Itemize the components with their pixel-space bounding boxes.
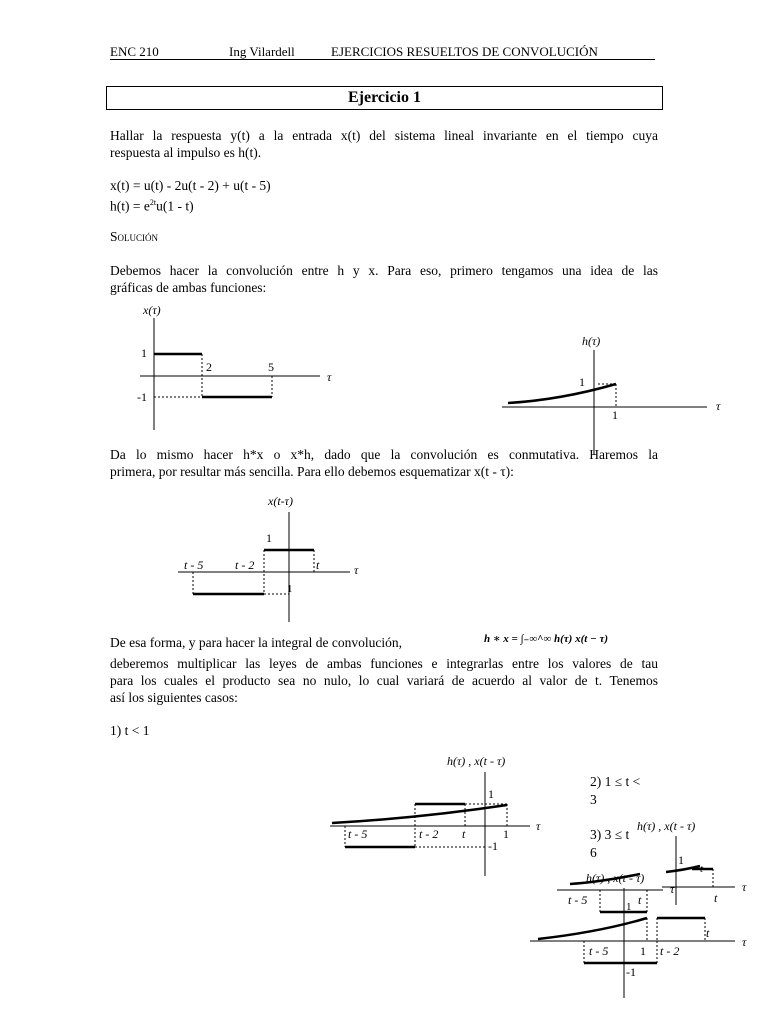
- graph-c4-tick-t-5: t - 5: [589, 944, 609, 958]
- case-2-label-cont: 3: [590, 792, 597, 807]
- graph-h-ylabel: h(τ): [582, 334, 601, 348]
- statement-line2: respuesta al impulso es h(t).: [110, 145, 262, 160]
- graph-c2-xlabel: τ: [670, 882, 675, 896]
- graph-xt-tick-t: t: [316, 558, 320, 572]
- graph-c3-tick-1: 1: [678, 853, 684, 867]
- graph-xt-xlabel: τ: [354, 563, 359, 577]
- graph-c1-xlabel: τ: [536, 819, 541, 833]
- graph-xt-tick-t-2: t - 2: [235, 558, 255, 572]
- graph-xt-tick-1: 1: [266, 531, 272, 545]
- statement-line1: Hallar la respuesta y(t) a la entrada x(t) del sistema lineal invariante en el tiempo cuya: [110, 128, 658, 143]
- graph-c1-tick-one: 1: [503, 827, 509, 841]
- header-author: Ing Vilardell: [229, 44, 295, 59]
- para2-line2: primera, por resultar más sencilla. Para ello debemos esquematizar x(t - τ):: [110, 464, 514, 479]
- graph-h-tick-1x: 1: [612, 408, 618, 422]
- graph-c3-tick-t2: t: [700, 863, 704, 875]
- equation-x: x(t) = u(t) - 2u(t - 2) + u(t - 5): [110, 178, 271, 193]
- graph-x-tick-2: 2: [206, 360, 212, 374]
- graph-xt-tick-t-5: t - 5: [184, 558, 204, 572]
- equation-h: $h(t) = e^{2t}u(1 - t)$: [110, 198, 194, 214]
- graph-c4-xlabel: τ: [742, 935, 747, 949]
- graph-c2-tick-t-5: t - 5: [568, 893, 588, 907]
- header-course: ENC 210: [110, 44, 159, 59]
- case-3-label: 3) 3 ≤ t: [590, 827, 630, 842]
- graph-c2-ylabel: h(τ) , x(t - τ): [586, 871, 645, 885]
- graph-c2-tick-1: 1: [626, 901, 632, 913]
- graph-c3-tick-t: t: [714, 891, 718, 905]
- graph-c2-tick-t: t: [638, 893, 642, 907]
- graph-x-tick-1: 1: [141, 346, 147, 360]
- graph-c3-xlabel: τ: [742, 880, 747, 894]
- graph-c1-tick-t-2: t - 2: [419, 827, 439, 841]
- case-3-label-cont: 6: [590, 845, 597, 860]
- para1-line1: Debemos hacer la convolución entre h y x. Para eso, primero tengamos una idea de las: [110, 263, 658, 278]
- para1-line2: gráficas de ambas funciones:: [110, 280, 267, 295]
- graph-x-xlabel: τ: [327, 370, 332, 384]
- convolution-formula: h ∗ x = ∫₋∞^∞ h(τ) x(t − τ): [484, 633, 609, 645]
- graph-xt-ylabel: x(t-τ): [268, 494, 293, 508]
- graph-x-ylabel: x(τ): [143, 303, 161, 317]
- graph-c4-tick-one: 1: [640, 944, 646, 958]
- para3-line3: para los cuales el producto sea no nulo, lo cual variará de acuerdo al valor de t. Tenemos: [110, 673, 658, 688]
- case-2-label: 2) 1 ≤ t <: [590, 774, 641, 789]
- graph-c1-tick-t: t: [462, 827, 466, 841]
- graph-h-xlabel: τ: [716, 399, 721, 413]
- exercise-title: Ejercicio 1: [347, 89, 421, 106]
- para3-line1: De esa forma, y para hacer la integral de convolución,: [110, 635, 402, 650]
- graph-h-tick-1y: 1: [579, 375, 585, 389]
- graph-c3-ylabel: h(τ) , x(t - τ): [637, 819, 696, 833]
- graph-c1-tick-1: 1: [488, 787, 494, 801]
- graph-x-tick-5: 5: [268, 360, 274, 374]
- graph-x-tick-m1: -1: [137, 390, 147, 404]
- case-1-label: 1) t < 1: [110, 723, 150, 738]
- header-title: EJERCICIOS RESUELTOS DE CONVOLUCIÓN: [331, 44, 598, 59]
- graph-c4-tick-t-2: t - 2: [660, 944, 680, 958]
- para2-line1: Da lo mismo hacer h*x o x*h, dado que la convolución es conmutativa. Haremos la: [110, 447, 658, 462]
- para3-line4: así los siguientes casos:: [110, 690, 238, 705]
- graph-c1-tick-m1: -1: [488, 839, 498, 853]
- solution-label: Solución: [110, 229, 159, 244]
- graph-c1-tick-t-5: t - 5: [348, 827, 368, 841]
- graph-c4-tick-m1: -1: [626, 965, 636, 979]
- graph-c1-ylabel: h(τ) , x(t - τ): [447, 754, 506, 768]
- para3-line2: deberemos multiplicar las leyes de ambas funciones e integrarlas entre los valores de tau: [110, 656, 658, 671]
- graph-c4-tick-t: t: [706, 926, 710, 940]
- graph-xt-tick-m1: 1: [287, 583, 293, 595]
